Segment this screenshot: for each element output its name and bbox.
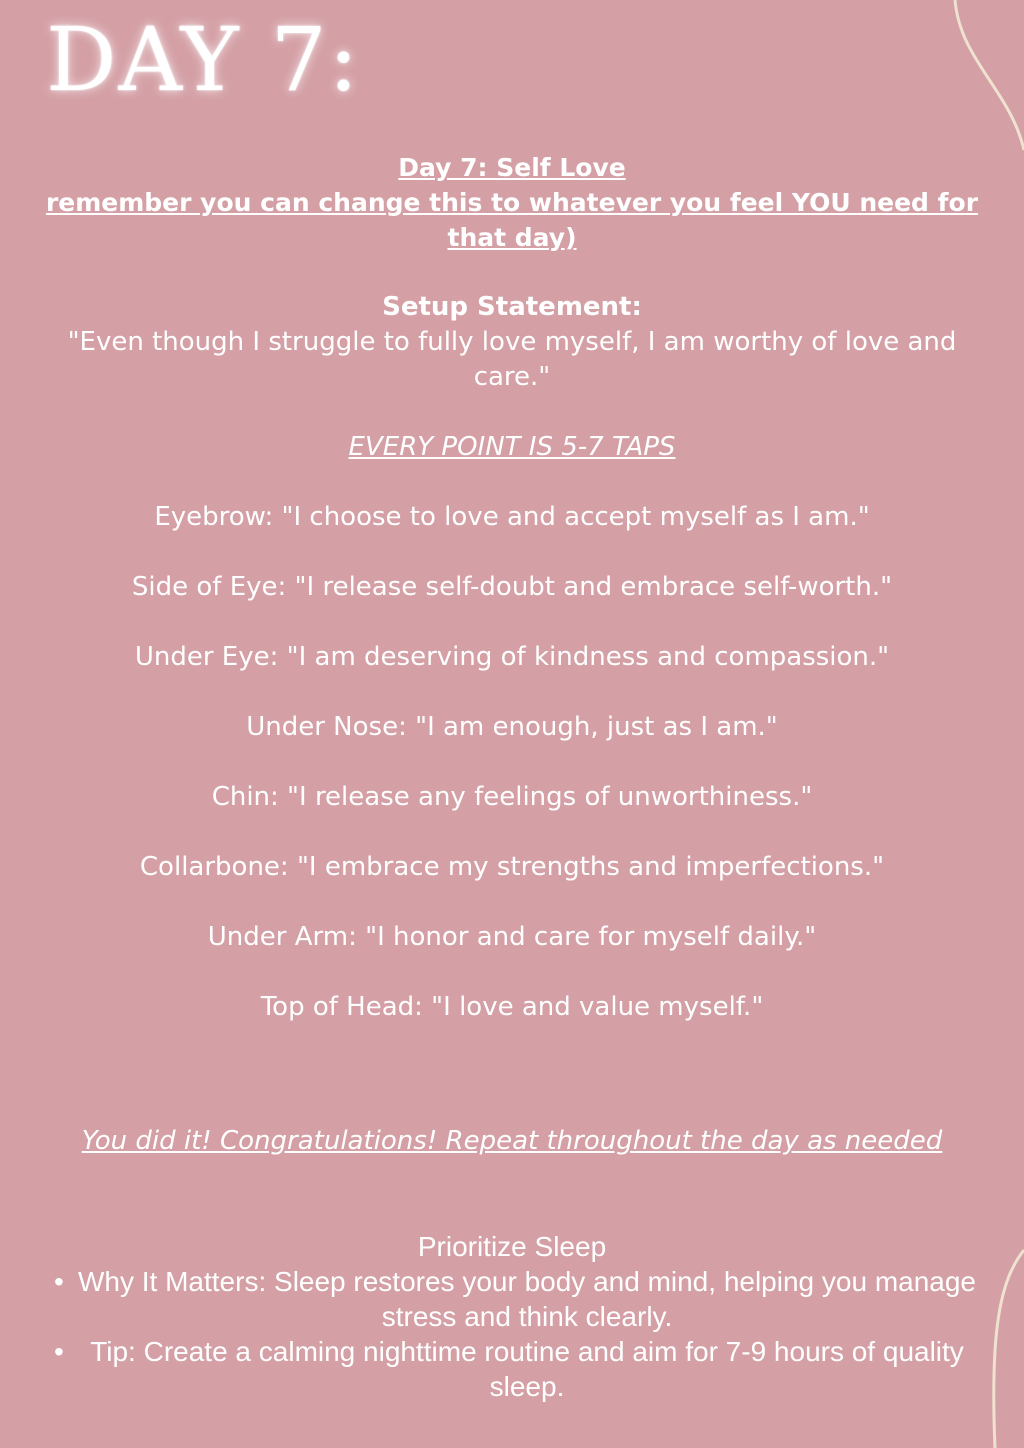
sleep-why-text: Why It Matters: Sleep restores your body and mind, helping you manage stress and think clearly. bbox=[77, 1266, 977, 1332]
day-title: DAY 7: bbox=[46, 8, 361, 111]
list-item bbox=[40, 1264, 984, 1334]
bullet-icon: • bbox=[54, 1336, 64, 1367]
tapping-points bbox=[40, 500, 984, 1025]
congrats-message: You did it! Congratulations! Repeat throughout the day as needed bbox=[81, 1126, 943, 1156]
sleep-tip-text: Tip: Create a calming nighttime routine and aim for 7-9 hours of quality sleep. bbox=[90, 1336, 964, 1402]
point-under-nose: Under Nose: "I am enough, just as I am." bbox=[246, 712, 778, 742]
heading-subtitle: remember you can change this to whatever you feel YOU need for that day) bbox=[45, 188, 979, 252]
taps-note: EVERY POINT IS 5-7 TAPS bbox=[348, 432, 676, 462]
list-item bbox=[40, 1334, 984, 1404]
sleep-section bbox=[40, 1229, 984, 1404]
main-content bbox=[40, 150, 984, 1060]
top-right-curve bbox=[955, 0, 1024, 150]
heading-block bbox=[40, 150, 984, 255]
bullet-icon: • bbox=[54, 1266, 64, 1297]
point-collarbone: Collarbone: "I embrace my strengths and imperfections." bbox=[139, 852, 885, 882]
point-top-of-head: Top of Head: "I love and value myself." bbox=[260, 992, 764, 1022]
setup-label: Setup Statement: bbox=[382, 292, 642, 322]
point-eyebrow: Eyebrow: "I choose to love and accept myself as I am." bbox=[154, 502, 870, 532]
heading-title: Day 7: Self Love bbox=[398, 153, 626, 182]
sleep-list bbox=[40, 1264, 984, 1404]
setup-statement: "Even though I struggle to fully love myself, I am worthy of love and care." bbox=[67, 327, 957, 392]
bottom-right-curve bbox=[994, 1250, 1024, 1448]
point-under-arm: Under Arm: "I honor and care for myself daily." bbox=[207, 922, 817, 952]
sleep-title: Prioritize Sleep bbox=[417, 1231, 607, 1262]
point-under-eye: Under Eye: "I am deserving of kindness and compassion." bbox=[134, 642, 890, 672]
point-side-of-eye: Side of Eye: "I release self-doubt and embrace self-worth." bbox=[131, 572, 893, 602]
point-chin: Chin: "I release any feelings of unworthiness." bbox=[211, 782, 813, 812]
